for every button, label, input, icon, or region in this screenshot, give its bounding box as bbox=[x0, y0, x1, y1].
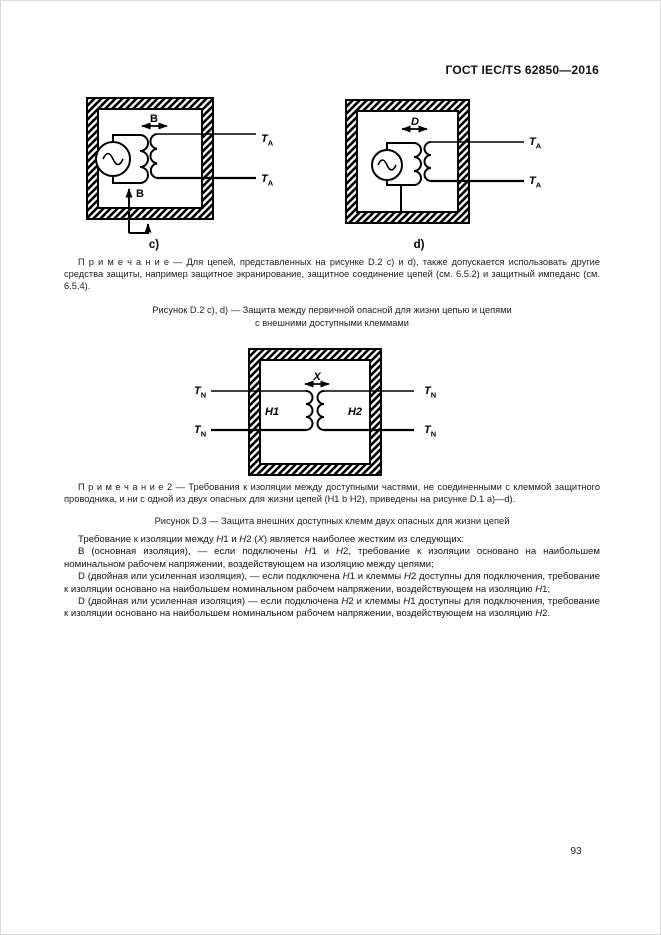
terminal-label-tn-right-top: $T_N$ bbox=[424, 385, 437, 400]
figure-d2d-diagram bbox=[331, 94, 563, 254]
terminal-label-ta-top: $T_A$ bbox=[261, 133, 274, 148]
note-2 bbox=[64, 482, 600, 506]
bonding-bracket-icon bbox=[129, 224, 148, 233]
paragraph-double-insulation-h2: D (двойная или усиленная изоляция) — если подключена H2 и клеммы H1 доступны для подключения, требование к изоляции основано на наибольшем номинальном рабочем напряжении, воздействующем на изоляцию H2. bbox=[64, 596, 600, 620]
paragraph-basic-insulation: В (основная изоляция), — если подключены H1 и H2, требование к изоляции основано на наибольшем номинальном рабочем напряжении, воздействующем на изоляцию между цепями; bbox=[64, 546, 600, 570]
terminal-label-tn-left-top: $T_N$ bbox=[194, 385, 207, 400]
winding-label-h1: H1 bbox=[264, 406, 280, 418]
terminal-label-tn-left-bottom: $T_N$ bbox=[194, 424, 207, 439]
insulation-label-x: X bbox=[313, 371, 321, 383]
paragraph-requirement: Требование к изоляции между H1 и H2 (X) является наиболее жестким из следующих: bbox=[78, 534, 465, 545]
body-text bbox=[64, 534, 600, 621]
insulation-label-b-side: B bbox=[136, 188, 144, 200]
winding-label-h2: H2 bbox=[347, 406, 363, 418]
caption-line-2: с внешними доступными клеммами bbox=[254, 317, 409, 328]
figure-d3-diagram bbox=[181, 341, 481, 486]
terminal-label-tn-right-bottom: $T_N$ bbox=[424, 424, 437, 439]
paragraph-double-insulation-h1: D (двойная или усиленная изоляция), — если подключена H1 и клеммы H2 доступны для подключения, требование к изоляции основано на наибольшем номинальном рабочем напряжении, воздействующем на изоляцию H1; bbox=[64, 571, 600, 595]
note-1-text: П р и м е ч а н и е — Для цепей, представленных на рисунке D.2 c) и d), также допускается использовать другие средства защиты, например защитное экранирование, защитное соединение цепей (см. 6.5.2) и защитный импеданс (см. 6.5.4). bbox=[64, 257, 600, 291]
page-number: 93 bbox=[570, 846, 582, 857]
insulation-label-b-top: B bbox=[150, 113, 158, 125]
note-2-text: П р и м е ч а н и е 2 — Требования к изоляции между доступными частями, не соединенными с клеммой защитного проводника, и ни с одной из двух опасных для жизни цепей (H1 b H2), приведены на рисунке D.1 a)—d). bbox=[64, 482, 600, 504]
document-header: ГОСТ IEC/TS 62850—2016 bbox=[445, 63, 599, 77]
caption-line-1: Рисунок D.2 c), d) — Защита между первичной опасной для жизни цепью и цепями bbox=[152, 305, 512, 315]
figure-sublabel-d: d) bbox=[413, 239, 425, 251]
terminal-label-ta-top: $T_A$ bbox=[529, 136, 542, 151]
figure-sublabel-c: c) bbox=[148, 239, 160, 251]
figure-d2c-diagram bbox=[64, 94, 296, 254]
figure-d2-caption bbox=[64, 304, 600, 329]
insulation-label-d: D bbox=[411, 116, 419, 128]
terminal-label-ta-bottom: $T_A$ bbox=[529, 175, 542, 190]
note-1 bbox=[64, 257, 600, 293]
figure-d3-caption: Рисунок D.3 — Защита внешних доступных клемм двух опасных для жизни цепей bbox=[154, 516, 510, 526]
terminal-label-ta-bottom: $T_A$ bbox=[261, 173, 274, 188]
